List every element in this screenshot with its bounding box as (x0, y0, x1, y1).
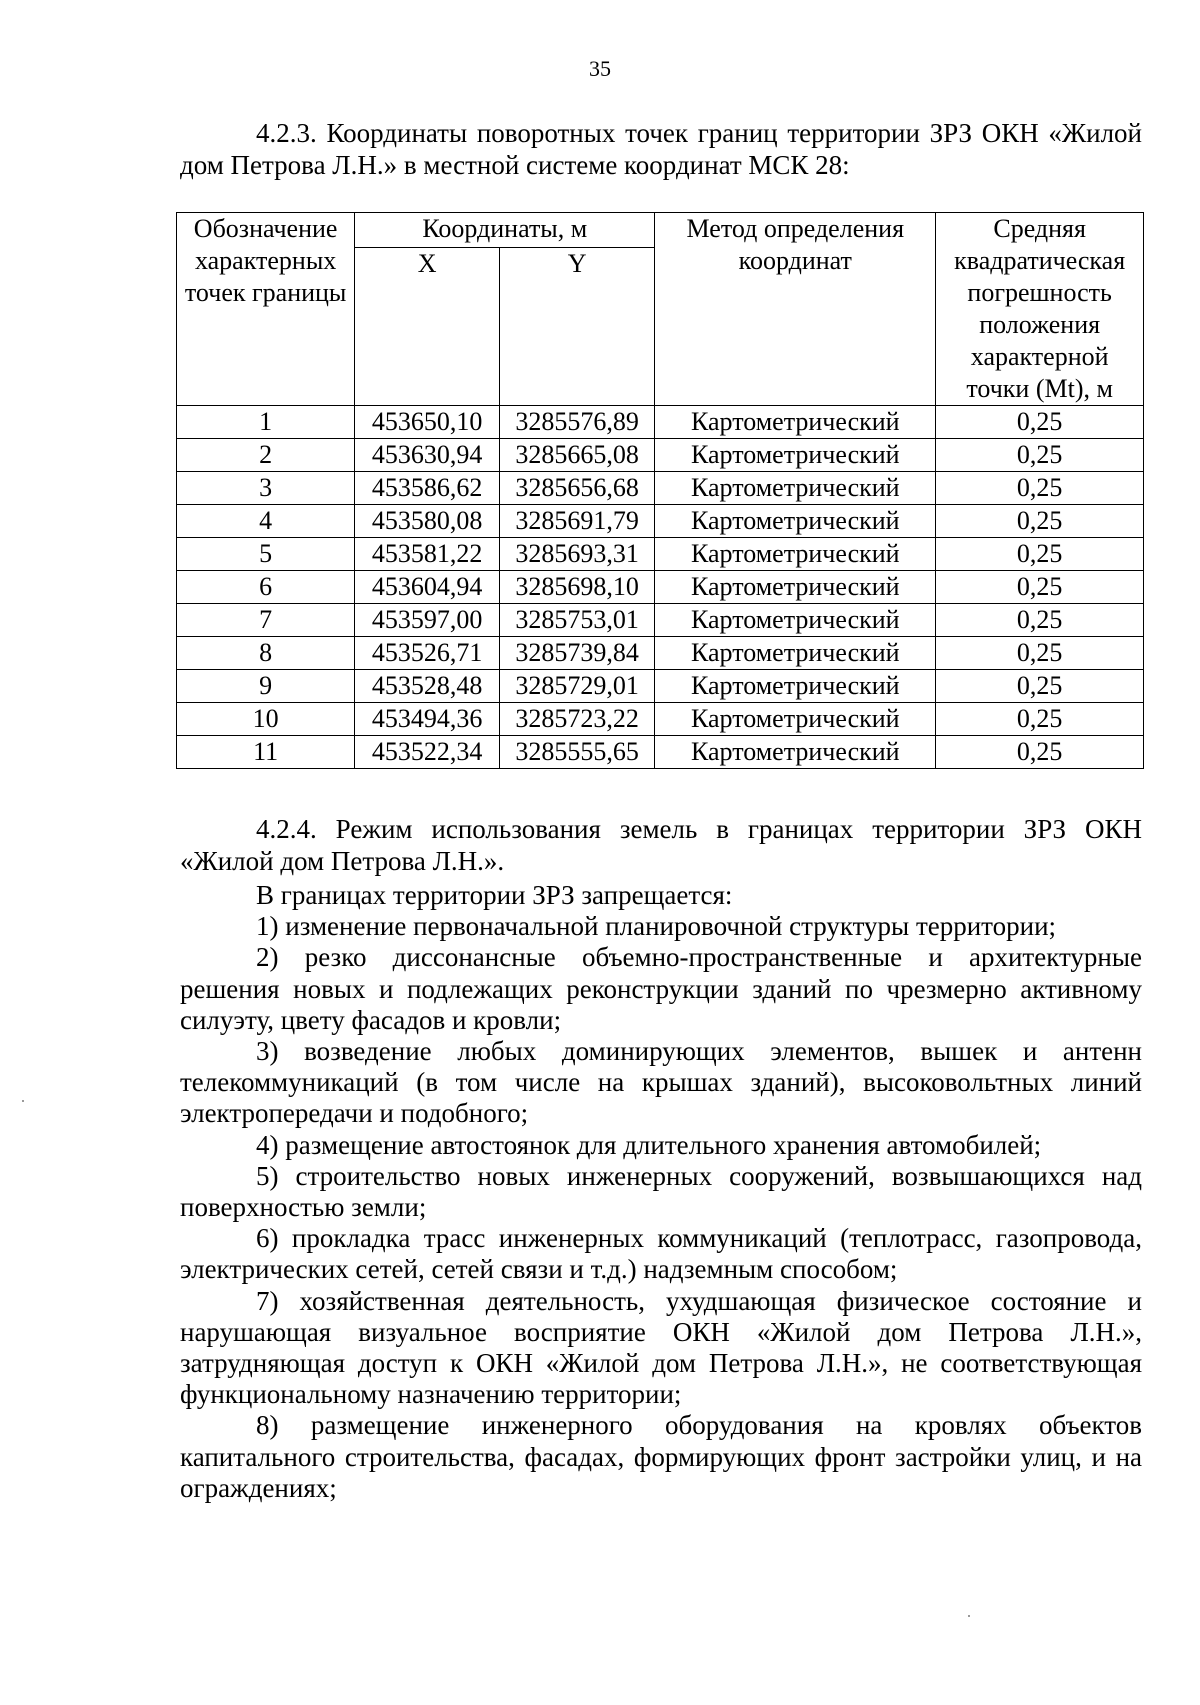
coordinates-table (176, 212, 1144, 769)
prohibition-item-4: 4) размещение автостоянок для длительного хранения автомобилей; (256, 1129, 1042, 1160)
y-coordinate-cell: 3285698,10 (500, 571, 655, 604)
table-row (177, 538, 1144, 571)
section-4-2-4-heading: 4.2.4. Режим использования земель в границах территории ЗРЗ ОКН «Жилой дом Петрова Л.Н.». (180, 814, 1142, 876)
error-cell: 0,25 (936, 505, 1144, 538)
y-coordinate-cell: 3285753,01 (500, 604, 655, 637)
point-number-cell: 4 (177, 505, 355, 538)
prohibition-item-1: 1) изменение первоначальной планировочной структуры территории; (256, 911, 1057, 942)
point-number-cell: 6 (177, 571, 355, 604)
table-row (177, 571, 1144, 604)
table-row (177, 505, 1144, 538)
table-row (177, 406, 1144, 439)
method-cell: Картометрический (655, 703, 936, 736)
x-coordinate-cell: 453581,22 (355, 538, 500, 571)
point-number-cell: 1 (177, 406, 355, 439)
coordinates-table-header (177, 213, 1144, 406)
x-coordinate-cell: 453650,10 (355, 406, 500, 439)
x-coordinate-cell: 453580,08 (355, 505, 500, 538)
method-cell: Картометрический (655, 505, 936, 538)
method-cell: Картометрический (655, 736, 936, 769)
point-number-cell: 9 (177, 670, 355, 703)
method-cell: Картометрический (655, 604, 936, 637)
section-4-2-3-heading: 4.2.3. Координаты поворотных точек границ территории ЗРЗ ОКН «Жилой дом Петрова Л.Н.» в местной системе координат МСК 28: (180, 118, 1142, 180)
x-coordinate-cell: 453597,00 (355, 604, 500, 637)
y-coordinate-cell: 3285723,22 (500, 703, 655, 736)
point-number-cell: 2 (177, 439, 355, 472)
error-cell: 0,25 (936, 670, 1144, 703)
point-number-cell: 10 (177, 703, 355, 736)
x-coordinate-cell: 453526,71 (355, 637, 500, 670)
header-coordinates: Координаты, м (355, 213, 655, 248)
header-error: Средняя квадратическая погрешность положения характерной точки (Mt), м (936, 213, 1144, 406)
table-row (177, 637, 1144, 670)
table-row (177, 703, 1144, 736)
method-cell: Картометрический (655, 439, 936, 472)
prohibition-item-5: 5) строительство новых инженерных сооружений, возвышающихся над поверхностью земли; (180, 1160, 1142, 1223)
prohibitions-intro: В границах территории ЗРЗ запрещается: (256, 880, 733, 910)
table-row (177, 670, 1144, 703)
prohibition-item-3: 3) возведение любых доминирующих элементов, вышек и антенн телекоммуникаций (в том числе на крышах зданий), высоковольтных линий электропередачи и подобного; (180, 1036, 1142, 1129)
scan-speck (968, 1615, 970, 1617)
point-number-cell: 5 (177, 538, 355, 571)
method-cell: Картометрический (655, 538, 936, 571)
error-cell: 0,25 (936, 736, 1144, 769)
error-cell: 0,25 (936, 604, 1144, 637)
method-cell: Картометрический (655, 637, 936, 670)
error-cell: 0,25 (936, 439, 1144, 472)
error-cell: 0,25 (936, 571, 1144, 604)
header-x: X (355, 248, 500, 406)
table-row (177, 736, 1144, 769)
y-coordinate-cell: 3285739,84 (500, 637, 655, 670)
method-cell: Картометрический (655, 472, 936, 505)
prohibition-item-2: 2) резко диссонансные объемно-пространственные и архитектурные решения новых и подлежащих реконструкции зданий по чрезмерно активному силуэту, цвету фасадов и кровли; (180, 942, 1142, 1035)
method-cell: Картометрический (655, 670, 936, 703)
header-y: Y (500, 248, 655, 406)
x-coordinate-cell: 453528,48 (355, 670, 500, 703)
error-cell: 0,25 (936, 406, 1144, 439)
error-cell: 0,25 (936, 538, 1144, 571)
error-cell: 0,25 (936, 637, 1144, 670)
error-cell: 0,25 (936, 703, 1144, 736)
x-coordinate-cell: 453630,94 (355, 439, 500, 472)
x-coordinate-cell: 453522,34 (355, 736, 500, 769)
point-number-cell: 11 (177, 736, 355, 769)
coordinates-table-body (177, 406, 1144, 769)
y-coordinate-cell: 3285691,79 (500, 505, 655, 538)
y-coordinate-cell: 3285729,01 (500, 670, 655, 703)
y-coordinate-cell: 3285693,31 (500, 538, 655, 571)
x-coordinate-cell: 453586,62 (355, 472, 500, 505)
prohibition-item-6: 6) прокладка трасс инженерных коммуникаций (теплотрасс, газопровода, электрических сетей, сетей связи и т.д.) надземным способом; (180, 1223, 1142, 1285)
x-coordinate-cell: 453494,36 (355, 703, 500, 736)
header-designation: Обозначение характерных точек границы (177, 213, 355, 406)
error-cell: 0,25 (936, 472, 1144, 505)
table-row (177, 439, 1144, 472)
point-number-cell: 8 (177, 637, 355, 670)
scan-speck (22, 1100, 24, 1102)
table-row (177, 472, 1144, 505)
method-cell: Картометрический (655, 406, 936, 439)
prohibition-item-8: 8) размещение инженерного оборудования на кровлях объектов капитального строительства, фасадах, формирующих фронт застройки улиц, и на ограждениях; (180, 1410, 1142, 1503)
x-coordinate-cell: 453604,94 (355, 571, 500, 604)
table-row (177, 604, 1144, 637)
y-coordinate-cell: 3285576,89 (500, 406, 655, 439)
method-cell: Картометрический (655, 571, 936, 604)
page-number: 35 (589, 56, 611, 81)
y-coordinate-cell: 3285555,65 (500, 736, 655, 769)
y-coordinate-cell: 3285656,68 (500, 472, 655, 505)
header-method: Метод определения координат (655, 213, 936, 406)
prohibition-item-7: 7) хозяйственная деятельность, ухудшающая физическое состояние и нарушающая визуальное восприятие ОКН «Жилой дом Петрова Л.Н.», затрудняющая доступ к ОКН «Жилой дом Петрова Л.Н.», не соответствующая функциональному назначению территории; (180, 1285, 1142, 1410)
point-number-cell: 3 (177, 472, 355, 505)
y-coordinate-cell: 3285665,08 (500, 439, 655, 472)
point-number-cell: 7 (177, 604, 355, 637)
prohibitions-block (180, 880, 1142, 1504)
